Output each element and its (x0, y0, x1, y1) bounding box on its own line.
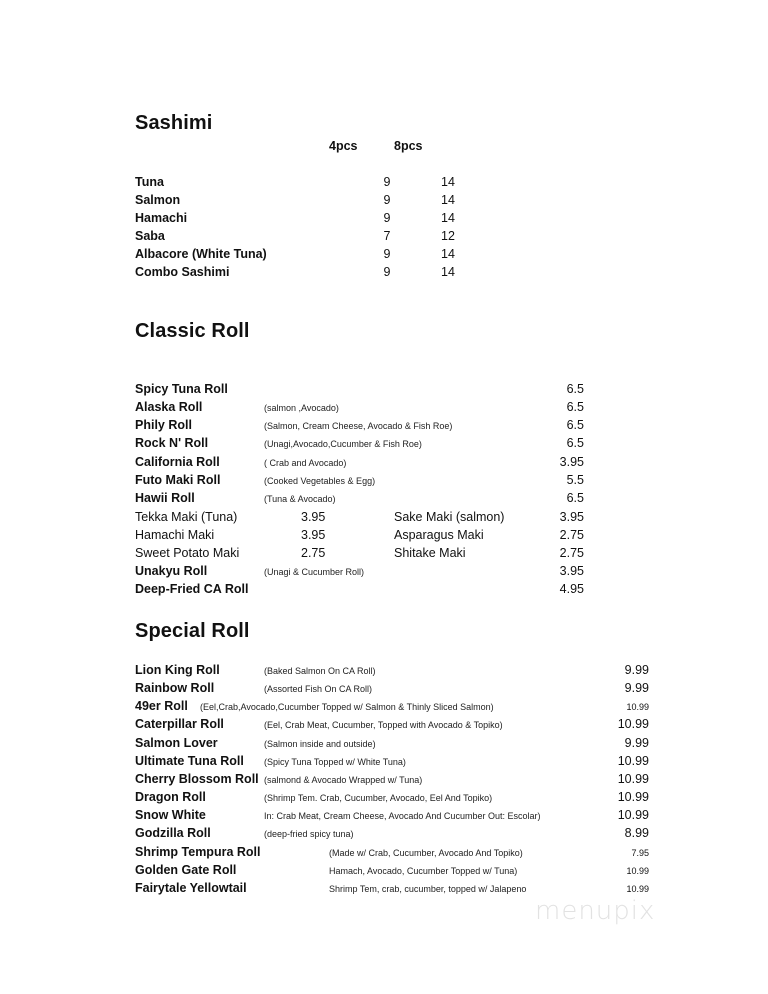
menu-item-name: Caterpillar Roll (135, 717, 224, 731)
menu-item-price-8pcs: 14 (441, 211, 455, 225)
maki-item-price: 2.75 (559, 546, 584, 560)
maki-item-price: 3.95 (301, 510, 326, 524)
menu-item-price: 9.99 (624, 663, 649, 677)
maki-item-name: Sake Maki (salmon) (394, 510, 505, 524)
col-header-4pcs: 4pcs (329, 139, 358, 153)
menu-item-description: (Shrimp Tem. Crab, Cucumber, Avocado, Eel And Topiko) (264, 793, 493, 803)
col-header-8pcs: 8pcs (394, 139, 423, 153)
menu-item-name: Hamachi (135, 211, 188, 225)
menu-item-price: 10.99 (626, 702, 649, 712)
menu-item-description: (Unagi,Avocado,Cucumber & Fish Roe) (264, 439, 422, 449)
menu-item-description: Hamach, Avocado, Cucumber Topped w/ Tuna) (329, 866, 518, 876)
menu-item-name: Saba (135, 229, 165, 243)
menu-item-name: Alaska Roll (135, 400, 203, 414)
sashimi-section-title: Sashimi (135, 112, 213, 134)
menu-item-description: Shrimp Tem, crab, cucumber, topped w/ Jalapeno (329, 884, 527, 894)
menu-item-description: (Unagi & Cucumber Roll) (264, 567, 365, 577)
maki-item-price: 3.95 (301, 528, 326, 542)
menu-item-price-8pcs: 12 (441, 229, 455, 243)
maki-item-name: Shitake Maki (394, 546, 466, 560)
menu-item-name: Unakyu Roll (135, 564, 208, 578)
menu-item-price: 10.99 (617, 754, 649, 768)
menu-item-description: (Cooked Vegetables & Egg) (264, 476, 376, 486)
menu-item-price: 5.5 (566, 473, 584, 487)
menu-item-price: 6.5 (566, 418, 584, 432)
menu-item-description: (Eel, Crab Meat, Cucumber, Topped with Avocado & Topiko) (264, 720, 503, 730)
menu-item-name: Shrimp Tempura Roll (135, 845, 261, 859)
menu-item-price: 3.95 (559, 455, 584, 469)
menu-item-description: (Tuna & Avocado) (264, 494, 336, 504)
menu-item-price-8pcs: 14 (441, 193, 455, 207)
menu-item-name: Rock N' Roll (135, 436, 209, 450)
menu-item-price-8pcs: 14 (441, 265, 455, 279)
menu-item-name: Lion King Roll (135, 663, 220, 677)
menu-item-name: Futo Maki Roll (135, 473, 221, 487)
menu-item-price-8pcs: 14 (441, 175, 455, 189)
maki-item-name: Hamachi Maki (135, 528, 215, 542)
watermark-logo: menupix (535, 896, 656, 926)
menu-item-name: Golden Gate Roll (135, 863, 237, 877)
menu-item-description: (Baked Salmon On CA Roll) (264, 666, 376, 676)
menu-item-name: Hawii Roll (135, 491, 195, 505)
menu-item-price-4pcs: 9 (383, 193, 391, 207)
maki-item-name: Tekka Maki (Tuna) (135, 510, 238, 524)
classic-section-title: Classic Roll (135, 320, 250, 342)
maki-item-name: Asparagus Maki (394, 528, 484, 542)
maki-item-price: 2.75 (559, 528, 584, 542)
menu-item-price: 6.5 (566, 382, 584, 396)
maki-item-name: Sweet Potato Maki (135, 546, 240, 560)
menu-item-description: (Salmon, Cream Cheese, Avocado & Fish Roe) (264, 421, 453, 431)
menu-item-name: Dragon Roll (135, 790, 206, 804)
menu-item-price: 10.99 (617, 772, 649, 786)
maki-item-price: 2.75 (301, 546, 326, 560)
menu-item-price: 10.99 (626, 884, 649, 894)
menu-item-price: 6.5 (566, 491, 584, 505)
menu-item-description: (Assorted Fish On CA Roll) (264, 684, 373, 694)
menu-item-name: California Roll (135, 455, 220, 469)
menu-item-description: (deep-fried spicy tuna) (264, 829, 354, 839)
menu-item-description: (Made w/ Crab, Cucumber, Avocado And Topiko) (329, 848, 523, 858)
menu-item-name: Albacore (White Tuna) (135, 247, 267, 261)
menu-item-price: 10.99 (617, 790, 649, 804)
menu-item-price-4pcs: 9 (383, 211, 391, 225)
menu-item-price: 9.99 (624, 681, 649, 695)
menu-item-description: In: Crab Meat, Cream Cheese, Avocado And Cucumber Out: Escolar) (264, 811, 541, 821)
menu-item-name: Godzilla Roll (135, 826, 211, 840)
menu-item-name: 49er Roll (135, 699, 188, 713)
menu-item-price: 10.99 (626, 866, 649, 876)
menu-item-price: 6.5 (566, 400, 584, 414)
menu-item-name: Snow White (135, 808, 206, 822)
maki-item-price: 3.95 (559, 510, 584, 524)
menu-item-description: (Spicy Tuna Topped w/ White Tuna) (264, 757, 406, 767)
menu-item-description: (Eel,Crab,Avocado,Cucumber Topped w/ Salmon & Thinly Sliced Salmon) (200, 702, 494, 712)
menu-item-name: Salmon (135, 193, 181, 207)
menu-item-description: (salmon ,Avocado) (264, 403, 339, 413)
menu-item-price: 10.99 (617, 808, 649, 822)
menu-item-price: 3.95 (559, 564, 584, 578)
special-section-title: Special Roll (135, 620, 250, 642)
menu-item-name: Fairytale Yellowtail (135, 881, 247, 895)
menu-item-name: Phily Roll (135, 418, 192, 432)
menu-item-name: Combo Sashimi (135, 265, 230, 279)
menu-item-price-8pcs: 14 (441, 247, 455, 261)
menu-item-price-4pcs: 9 (383, 175, 391, 189)
menu-item-description: (Salmon inside and outside) (264, 739, 376, 749)
menu-item-description: (salmond & Avocado Wrapped w/ Tuna) (264, 775, 423, 785)
menu-item-price-4pcs: 7 (383, 229, 391, 243)
menu-item-name: Ultimate Tuna Roll (135, 754, 244, 768)
menu-item-price: 7.95 (631, 848, 649, 858)
menu-item-price: 6.5 (566, 436, 584, 450)
menu-item-price: 9.99 (624, 736, 649, 750)
menu-item-name: Rainbow Roll (135, 681, 215, 695)
menu-item-price: 4.95 (559, 582, 584, 596)
menu-item-name: Salmon Lover (135, 736, 218, 750)
menu-item-price-4pcs: 9 (383, 265, 391, 279)
menu-item-name: Spicy Tuna Roll (135, 382, 228, 396)
menu-item-name: Tuna (135, 175, 164, 189)
menu-item-price: 10.99 (617, 717, 649, 731)
menu-item-price: 8.99 (624, 826, 649, 840)
menu-item-price-4pcs: 9 (383, 247, 391, 261)
menu-item-name: Deep-Fried CA Roll (135, 582, 249, 596)
menu-item-name: Cherry Blossom Roll (135, 772, 259, 786)
menu-item-description: ( Crab and Avocado) (264, 458, 347, 468)
